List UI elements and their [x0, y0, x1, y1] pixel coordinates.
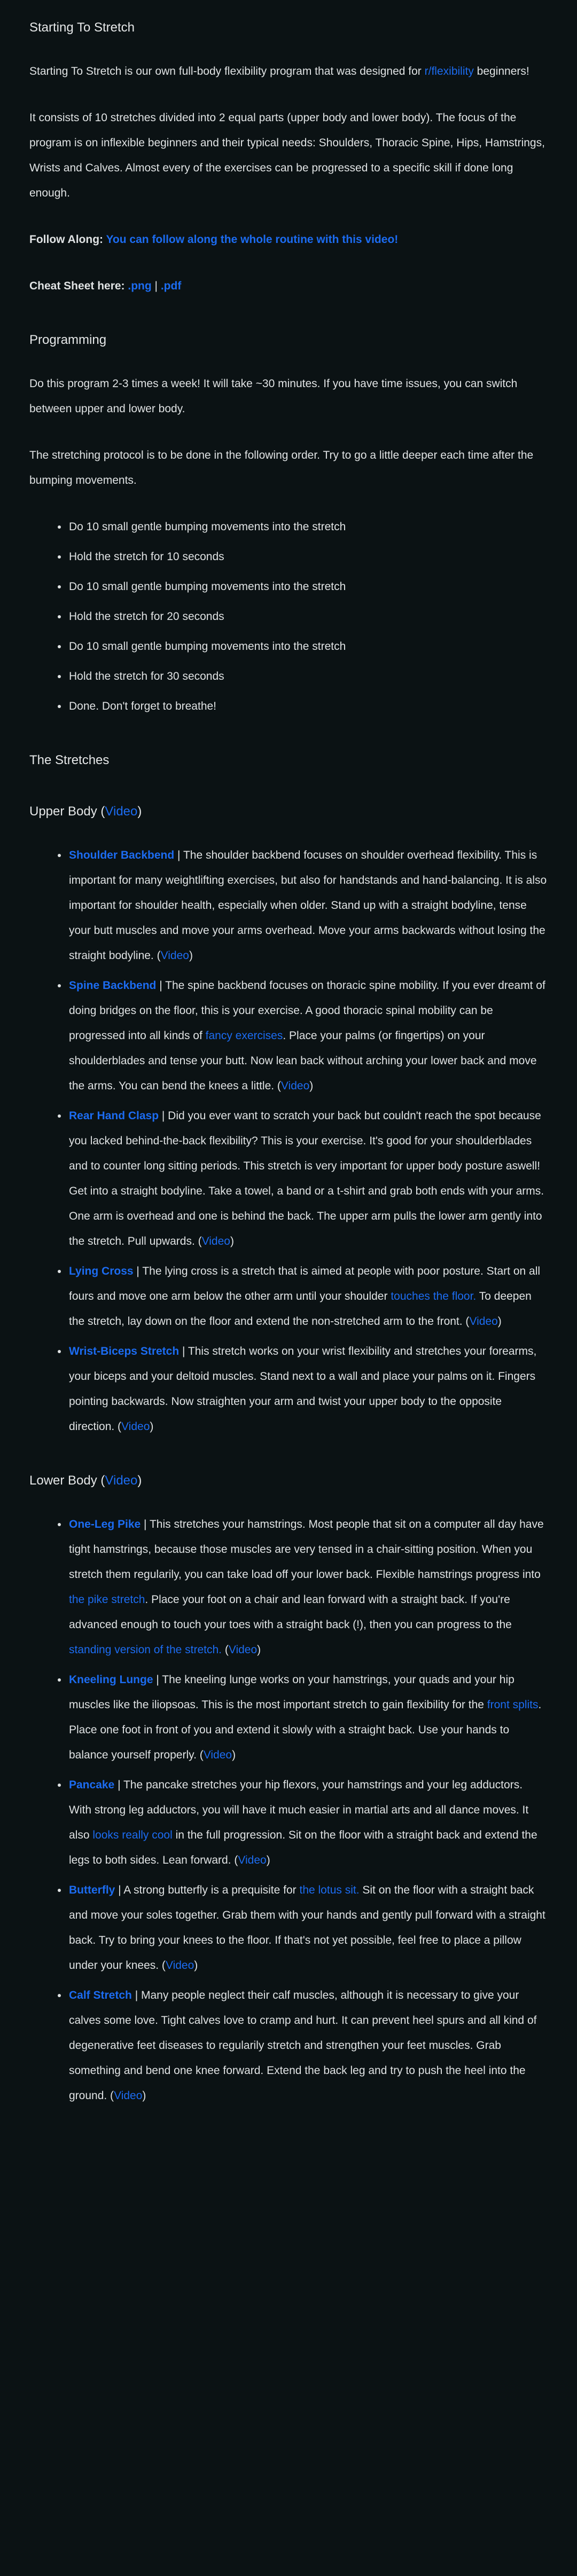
text-segment: | The shoulder backbend focuses on shoulder overhead flexibility. This is important for many weightlifting exercises, but also for handstands and hand-balancing. It is also important for shoulder health, especially when older. Stand up with a straight bodyline, tense your butt muscles and move your arms overhead. Move your arms backwards without losing the straight bodyline. (	[69, 849, 547, 962]
stretch-item-pancake	[68, 1772, 548, 1873]
page-title: Starting To Stretch	[29, 20, 135, 35]
stretch-item-shoulder-backbend	[68, 843, 548, 968]
lying-cross-video-link[interactable]: Video	[469, 1315, 498, 1328]
text-segment: beginners!	[473, 65, 529, 77]
text-segment: )	[194, 1959, 198, 1972]
text-segment: It consists of 10 stretches divided into 2 equal parts (upper body and lower body). The focus of the program is on inflexible beginners and their typical needs: Shoulders, Thoracic Spine, Hips, Hamstrings, Wrists and Calves. Almost every of the exercises can be progressed to a specific skill if done long enough.	[29, 112, 545, 199]
spine-backbend-link[interactable]: Spine Backbend	[69, 979, 157, 992]
stretch-item-kneeling-lunge	[68, 1667, 548, 1768]
calf-stretch-video-link[interactable]: Video	[114, 2090, 143, 2102]
text-segment: )	[309, 1080, 314, 1092]
looks-really-cool-link[interactable]: looks really cool	[92, 1829, 173, 1841]
text-segment: Lower Body (	[29, 1473, 105, 1488]
cheat-sheet-png-link[interactable]: .png	[128, 280, 152, 292]
text-segment: | The spine backbend focuses on thoracic spine mobility. If you ever dreamt of doing bridges on the floor, this is your exercise. A good thoracic spinal mobility can be progressed into all kinds of	[69, 979, 545, 1042]
front-splits-link[interactable]: front splits	[487, 1699, 539, 1711]
text-segment: (	[222, 1644, 229, 1656]
stretch-item-wrist-biceps	[68, 1339, 548, 1439]
protocol-list-item: • Do 10 small gentle bumping movements into the stretch	[68, 634, 548, 659]
text-segment: )	[497, 1315, 502, 1328]
text-segment: Sit on the floor with a straight back and move your soles together. Grab them with your hands and gently pull forward with a straight back. Try to bring your knees to the floor. If that's not yet possible, feel free to place a pillow under your knees. (	[69, 1884, 545, 1972]
stretches-heading: The Stretches	[29, 753, 110, 767]
upper-body-heading	[29, 802, 548, 821]
rear-hand-clasp-link[interactable]: Rear Hand Clasp	[69, 1110, 159, 1122]
stretch-item-lying-cross	[68, 1259, 548, 1334]
lotus-sit-link[interactable]: the lotus sit.	[299, 1884, 360, 1896]
programming-paragraph-1: Do this program 2-3 times a week! It will take ~30 minutes. If you have time issues, you can switch between upper and lower body.	[29, 378, 518, 415]
text-segment: )	[142, 2090, 146, 2102]
pike-stretch-link[interactable]: the pike stretch	[69, 1593, 145, 1606]
rear-hand-clasp-video-link[interactable]: Video	[201, 1235, 230, 1247]
lower-body-video-link[interactable]: Video	[105, 1473, 138, 1488]
text-segment: | The kneeling lunge works on your hamstrings, your quads and your hip muscles like the iliopsoas. This is the most important stretch to gain flexibility for the	[69, 1674, 514, 1711]
cheat-sheet-paragraph	[29, 273, 548, 299]
cheat-sheet-pdf-link[interactable]: .pdf	[160, 280, 182, 292]
one-leg-pike-video-link[interactable]: Video	[228, 1644, 258, 1656]
protocol-list	[29, 514, 548, 719]
follow-along-paragraph	[29, 227, 548, 252]
intro-paragraph-2	[29, 105, 548, 206]
text-segment: Upper Body (	[29, 804, 105, 819]
kneeling-lunge-link[interactable]: Kneeling Lunge	[69, 1674, 153, 1686]
lower-body-heading	[29, 1471, 548, 1490]
butterfly-link[interactable]: Butterfly	[69, 1884, 115, 1896]
intro-paragraph-1	[29, 59, 548, 84]
wrist-biceps-stretch-link[interactable]: Wrist-Biceps Stretch	[69, 1345, 180, 1357]
protocol-list-item: • Do 10 small gentle bumping movements into the stretch	[68, 514, 548, 539]
text-segment: | The lying cross is a stretch that is aimed at people with poor posture. Start on all fours and move one arm below the other arm until your shoulder	[69, 1265, 541, 1302]
text-segment: To deepen the stretch, lay down on the floor and extend the non-stretched arm to the front. (	[69, 1290, 532, 1328]
text-segment: )	[137, 804, 142, 819]
stretch-item-one-leg-pike	[68, 1512, 548, 1662]
stretch-item-calf-stretch	[68, 1983, 548, 2108]
r-flexibility-link[interactable]: r/flexibility	[424, 65, 474, 77]
lying-cross-link[interactable]: Lying Cross	[69, 1265, 134, 1277]
follow-along-video-link[interactable]: You can follow along the whole routine with this video!	[106, 233, 399, 246]
pancake-video-link[interactable]: Video	[238, 1854, 267, 1866]
text-segment: | Many people neglect their calf muscles, although it is necessary to give your calves some love. Tight calves love to cramp and hurt. It can prevent heel spurs and all kind of degenerative feet diseases to regularily stretch and strengthen your feet muscles. Grab something and bend one knee forward. Extend the back leg and try to push the heel into the ground. (	[69, 1989, 537, 2102]
text-segment: | Did you ever want to scratch your back but couldn't reach the spot because you lacked behind-the-back flexibility? This is your exercise. It's good for your shoulderblades and to counter long sitting periods. This stretch is very important for upper body posture aswell! Get into a straight bodyline. Take a towel, a band or a t-shirt and grab both ends with your arms. One arm is overhead and one is behind the back. The upper arm pulls the lower arm gently into the stretch. Pull upwards. (	[69, 1110, 544, 1247]
stretch-item-spine-backbend	[68, 973, 548, 1098]
text-segment: Cheat Sheet here:	[29, 280, 128, 292]
stretch-item-butterfly	[68, 1878, 548, 1978]
one-leg-pike-link[interactable]: One-Leg Pike	[69, 1518, 141, 1530]
protocol-list-item: • Hold the stretch for 30 seconds	[68, 664, 548, 689]
kneeling-lunge-video-link[interactable]: Video	[203, 1749, 232, 1761]
lower-body-list	[29, 1512, 548, 2108]
text-segment: |	[151, 280, 161, 292]
text-segment: )	[232, 1749, 236, 1761]
text-segment: . Place your foot on a chair and lean forward with a straight back. If you're advanced enough to touch your toes with a straight back (!), then you can progress to the	[69, 1593, 512, 1631]
shoulder-backbend-link[interactable]: Shoulder Backbend	[69, 849, 175, 861]
fancy-exercises-link[interactable]: fancy exercises	[205, 1030, 283, 1042]
text-segment: )	[137, 1473, 142, 1488]
butterfly-video-link[interactable]: Video	[165, 1959, 194, 1972]
calf-stretch-link[interactable]: Calf Stretch	[69, 1989, 132, 2001]
text-segment: | This stretches your hamstrings. Most people that sit on a computer all day have tight hamstrings, because those muscles are very tensed in a chair-sitting position. When you stretch them regularily, you can take load off your lower back. Flexible hamstrings progress into	[69, 1518, 544, 1581]
touches-the-floor-link[interactable]: touches the floor.	[391, 1290, 477, 1302]
programming-heading: Programming	[29, 333, 107, 347]
text-segment: )	[189, 949, 193, 962]
text-segment: . Place your palms (or fingertips) on your shoulderblades and tense your butt. Now lean back without arching your lower back and move the arms. You can bend the knees a little. (	[69, 1030, 537, 1092]
text-segment: | The pancake stretches your hip flexors, your hamstrings and your leg adductors. With strong leg adductors, you will have it much easier in martial arts and all dance moves. It also	[69, 1779, 529, 1841]
programming-paragraph-2: The stretching protocol is to be done in the following order. Try to go a little deeper each time after the bumping movements.	[29, 449, 534, 486]
spine-backbend-video-link[interactable]: Video	[280, 1080, 310, 1092]
upper-body-video-link[interactable]: Video	[105, 804, 138, 819]
protocol-list-item: • Hold the stretch for 10 seconds	[68, 544, 548, 569]
text-segment: . Place one foot in front of you and extend it slowly with a straight back. Use your hands to balance yourself properly. (	[69, 1699, 542, 1761]
protocol-list-item: • Do 10 small gentle bumping movements into the stretch	[68, 574, 548, 599]
standing-version-link[interactable]: standing version of the stretch.	[69, 1644, 222, 1656]
text-segment: )	[266, 1854, 270, 1866]
text-segment: | A strong butterfly is a prequisite for	[115, 1884, 300, 1896]
upper-body-list	[29, 843, 548, 1439]
text-segment: )	[257, 1644, 261, 1656]
text-segment: Follow Along:	[29, 233, 106, 246]
wrist-biceps-video-link[interactable]: Video	[121, 1420, 150, 1433]
pancake-link[interactable]: Pancake	[69, 1779, 115, 1791]
text-segment: | This stretch works on your wrist flexibility and stretches your forearms, your biceps and your deltoid muscles. Stand next to a wall and place your palms on it. Fingers pointing backwards. Now straighten your arm and twist your upper body to the opposite direction. (	[69, 1345, 537, 1433]
text-segment: )	[230, 1235, 234, 1247]
protocol-list-item: • Hold the stretch for 20 seconds	[68, 604, 548, 629]
text-segment: )	[150, 1420, 154, 1433]
text-segment: in the full progression. Sit on the floor with a straight back and extend the legs to both sides. Lean forward. (	[69, 1829, 537, 1866]
shoulder-backbend-video-link[interactable]: Video	[160, 949, 189, 962]
stretch-item-rear-hand-clasp	[68, 1103, 548, 1254]
protocol-list-item: • Done. Don't forget to breathe!	[68, 694, 548, 719]
text-segment: Starting To Stretch is our own full-body flexibility program that was designed for	[29, 65, 425, 77]
